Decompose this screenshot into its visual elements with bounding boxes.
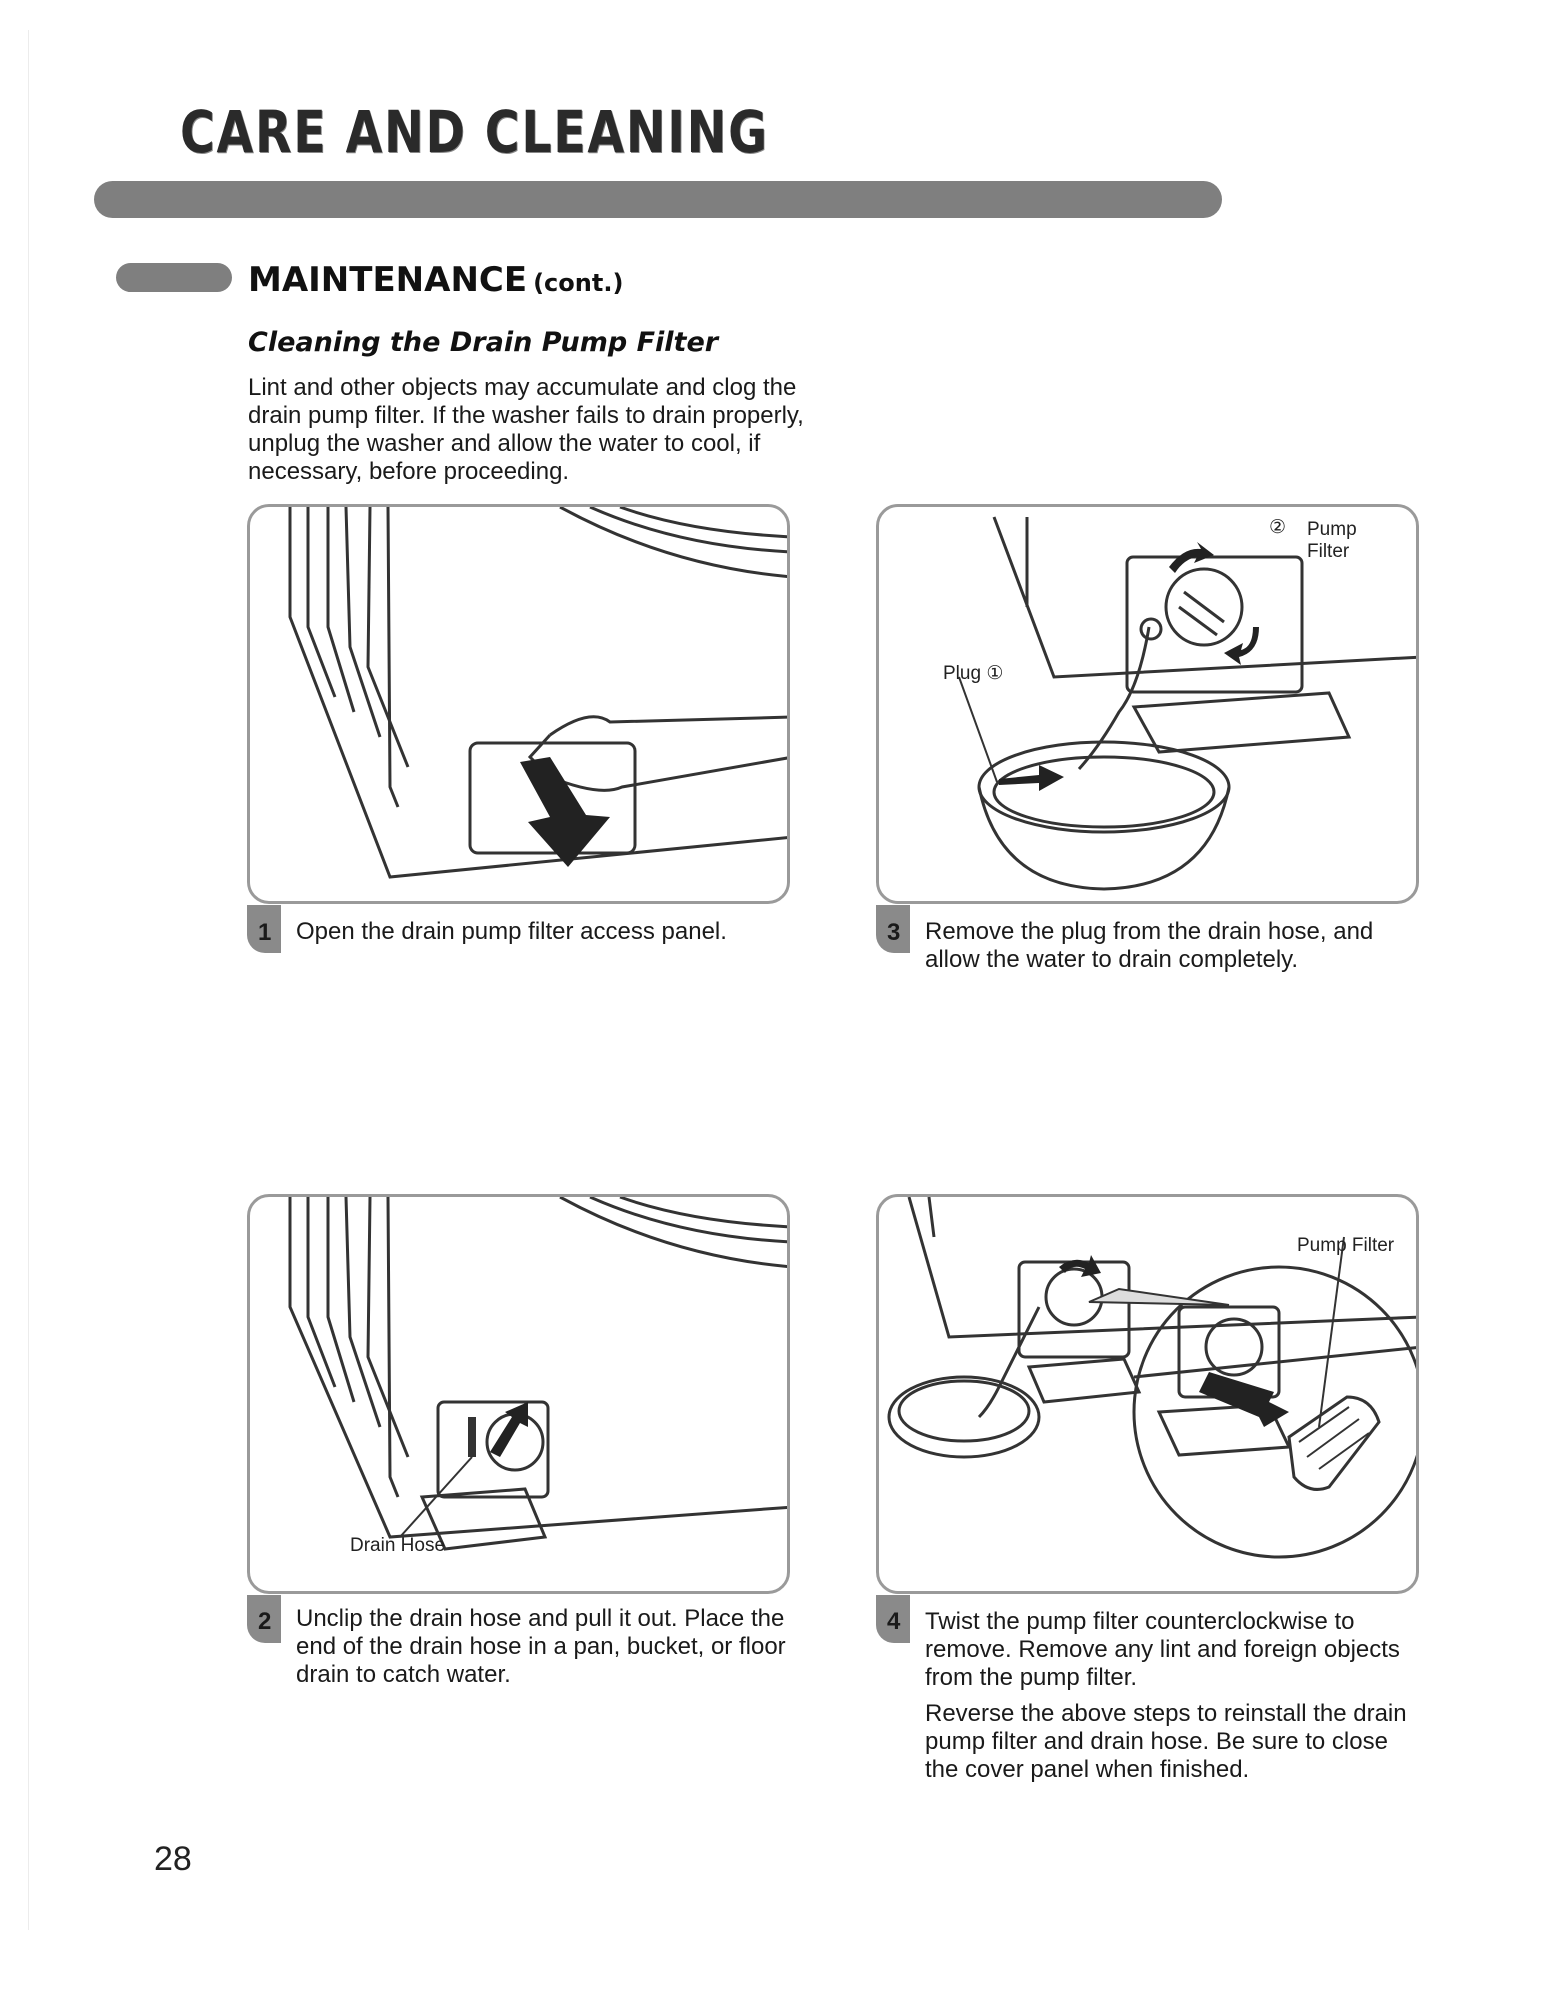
down-arrow-icon [520,757,610,867]
pump-filter-label [1307,519,1357,563]
rotate-arrow-icon [1224,627,1259,665]
illustration-open-panel [250,507,790,904]
section-title [248,260,623,300]
pump-filter-label: Pump Filter [1297,1235,1395,1256]
step-2-number: 2 [258,1608,272,1635]
drain-hose-label: Drain Hose [350,1535,446,1556]
pump-filter-label-line2: Filter [1307,541,1350,562]
illustration-remove-plug [879,507,1419,904]
pump-filter-marker: ② [1269,517,1287,538]
step-1-text: Open the drain pump filter access panel. [296,918,727,945]
step-3-number: 3 [887,919,901,946]
step-4-number: 4 [887,1608,901,1635]
plug-label-text: Plug [943,663,982,684]
figure-step-2 [247,1194,790,1594]
section-marker [116,263,232,292]
page-number: 28 [154,1840,192,1878]
header-bar [94,181,1222,218]
step-4-paragraph-1: Twist the pump filter counterclockwise to remove. Remove any lint and foreign objects from the pump filter. [925,1608,1400,1691]
illustration-unclip-hose [250,1197,790,1594]
figure-step-4 [876,1194,1419,1594]
rotate-arrow-icon [1059,1255,1101,1277]
page-header-title: CARE AND CLEANING [180,98,769,166]
page-edge [28,30,29,1930]
section-title-text: MAINTENANCE [248,260,528,300]
figure-step-1 [247,504,790,904]
step-3-text: Remove the plug from the drain hose, and allow the water to drain completely. [925,918,1374,973]
up-arrow-icon [490,1402,528,1457]
intro-paragraph: Lint and other objects may accumulate and clog the drain pump filter. If the washer fails to drain properly, unplug the washer and allow the water to cool, if necessary, before proceeding. [248,374,804,485]
pump-filter-label-line1: Pump [1307,519,1357,540]
subtitle: Cleaning the Drain Pump Filter [248,327,719,358]
section-title-suffix: (cont.) [533,269,624,297]
step-4-paragraph-2: Reverse the above steps to reinstall the drain pump filter and drain hose. Be sure to close the cover panel when finished. [925,1700,1407,1783]
figure-step-3 [876,504,1419,904]
step-2-text: Unclip the drain hose and pull it out. Place the end of the drain hose in a pan, bucket, or floor drain to catch water. [296,1605,786,1688]
plug-marker: ① [986,663,1004,684]
step-1-number: 1 [258,919,272,946]
step-4-text [925,1608,1425,1792]
plug-label [943,663,1003,685]
left-arrow-icon [999,765,1064,791]
diagonal-arrow-icon [1199,1372,1289,1427]
